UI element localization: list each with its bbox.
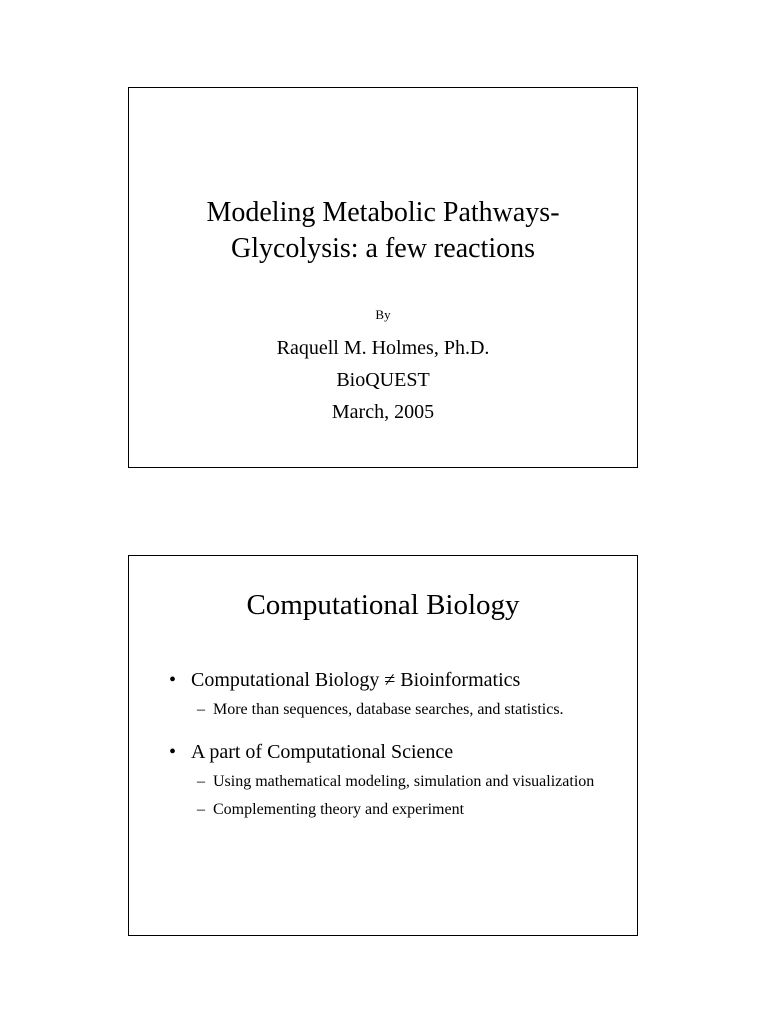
sub-bullet-item: [197, 699, 613, 721]
dash-icon: –: [197, 773, 205, 790]
slide-computational-biology: [128, 555, 638, 936]
sub-bullet-item: [197, 799, 613, 821]
bullet-icon: •: [169, 669, 177, 691]
slide-title: [128, 87, 638, 468]
presentation-title: [129, 195, 637, 267]
bullet-group: [169, 739, 613, 821]
sub-bullet-text: More than sequences, database searches, and statistics.: [213, 701, 564, 718]
title-line: Modeling Metabolic Pathways-: [206, 197, 560, 228]
organization: BioQUEST: [336, 369, 430, 391]
date: March, 2005: [331, 401, 435, 423]
bullet-text: Computational Biology ≠ Bioinformatics: [191, 669, 521, 691]
sub-bullet-text: Complementing theory and experiment: [213, 801, 465, 818]
sub-bullet-text: Using mathematical modeling, simulation and visualization: [213, 773, 595, 790]
dash-icon: –: [197, 801, 205, 818]
sub-bullet-list: [169, 699, 613, 721]
slide-heading: Computational Biology: [246, 589, 520, 621]
bullet-icon: •: [169, 741, 177, 763]
sub-bullet-list: [169, 771, 613, 821]
bullet-item: [169, 667, 613, 693]
author-name: Raquell M. Holmes, Ph.D.: [276, 337, 490, 359]
sub-bullet-item: [197, 771, 613, 793]
bullet-group: [169, 667, 613, 721]
dash-icon: –: [197, 701, 205, 718]
author-block: [129, 332, 637, 428]
bullet-item: [169, 739, 613, 765]
title-line: Glycolysis: a few reactions: [230, 233, 536, 264]
bullet-list: [169, 667, 613, 827]
bullet-text: A part of Computational Science: [191, 741, 454, 763]
by-label: By: [375, 307, 391, 322]
